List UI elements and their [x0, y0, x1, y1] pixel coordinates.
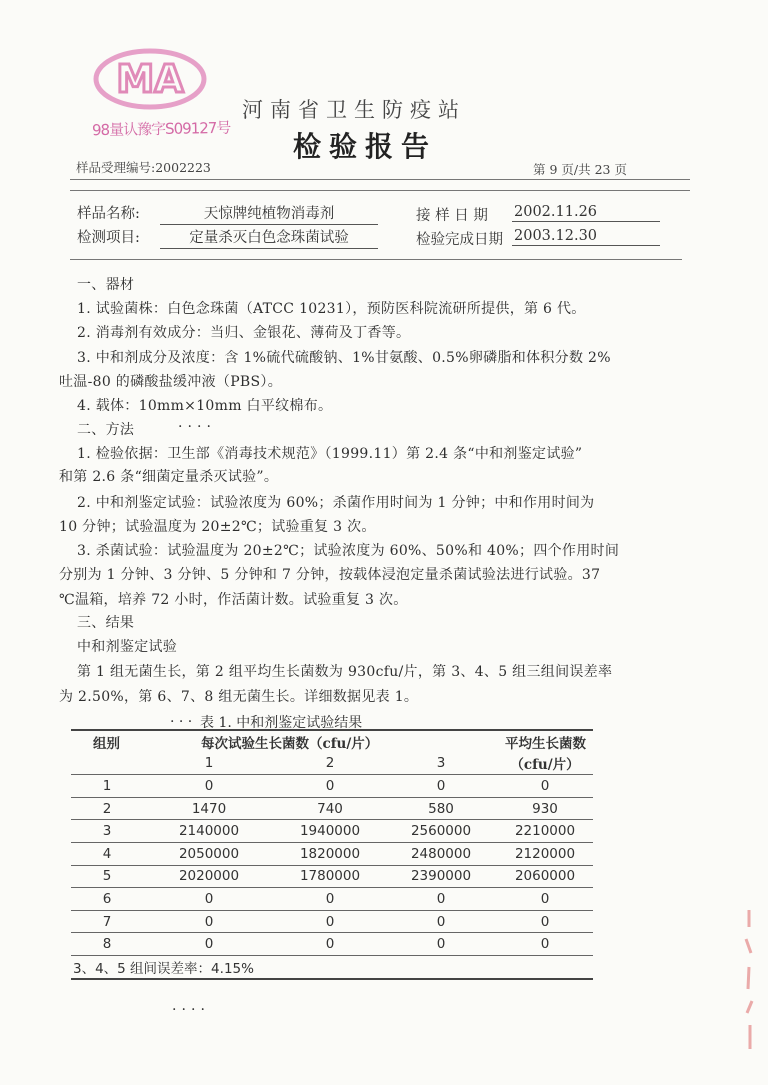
cell-count-2: 0 — [275, 933, 385, 956]
received-date-value: 2002.11.26 — [512, 204, 660, 222]
section-3-paragraph-cont: 为 2.50%，第 6、7、8 组无菌生长。详细数据见表 1。 — [59, 689, 419, 705]
header-group: 组别 — [71, 730, 143, 753]
cell-group: 7 — [71, 910, 143, 933]
table-subheader-row — [71, 753, 593, 775]
footer-dots: . . . . — [172, 998, 206, 1014]
organization-name: 河南省卫生防疫站 — [242, 98, 466, 122]
section-1-item-4: 4. 载体：10mm×10mm 白平纹棉布。 — [77, 398, 333, 414]
header-counts: 每次试验生长菌数（cfu/片） — [143, 730, 497, 753]
cell-count-3: 2560000 — [385, 820, 497, 843]
section-2-item-2-cont: 10 分钟；试验温度为 20±2℃；试验重复 3 次。 — [59, 519, 376, 535]
cell-count-3: 0 — [385, 933, 497, 956]
section-1-item-2: 2. 消毒剂有效成分：当归、金银花、薄荷及丁香等。 — [77, 325, 411, 341]
table-row — [71, 888, 593, 911]
cell-average: 0 — [497, 910, 593, 933]
cell-count-1: 0 — [143, 933, 275, 956]
cell-average: 0 — [497, 933, 593, 956]
cell-count-3: 2480000 — [385, 842, 497, 865]
info-divider — [70, 259, 682, 260]
cell-average: 2060000 — [497, 865, 593, 888]
cell-count-3: 0 — [385, 888, 497, 911]
cell-count-1: 0 — [143, 775, 275, 798]
section-2-item-1-cont: 和第 2.6 条“细菌定量杀灭试验”。 — [59, 469, 279, 485]
header-average: 平均生长菌数 — [497, 730, 593, 753]
cell-average: 0 — [497, 888, 593, 911]
table-row — [71, 865, 593, 888]
header-divider-2 — [70, 190, 690, 191]
header-divider-1 — [70, 179, 690, 180]
section-3-subtitle: 中和剂鉴定试验 — [77, 639, 178, 655]
sample-number: 样品受理编号:2002223 — [76, 160, 211, 175]
cell-count-2: 0 — [275, 775, 385, 798]
cell-group: 2 — [71, 797, 143, 820]
cma-seal-stamp — [93, 48, 207, 110]
section-2-title: 二、方法 — [77, 422, 135, 438]
subheader-3: 3 — [385, 753, 497, 775]
section-3-paragraph: 第 1 组无菌生长，第 2 组平均生长菌数为 930cfu/片，第 3、4、5 组三组间误差率 — [77, 664, 613, 680]
cell-count-1: 0 — [143, 888, 275, 911]
cell-average: 930 — [497, 797, 593, 820]
cell-count-1: 2050000 — [143, 842, 275, 865]
table-row — [71, 797, 593, 820]
cell-group: 3 — [71, 820, 143, 843]
cell-count-2: 0 — [275, 910, 385, 933]
section-1-item-3-cont: 吐温-80 的磷酸盐缓冲液（PBS）。 — [59, 374, 282, 390]
test-item-label: 检测项目: — [77, 230, 140, 246]
section-1-item-1: 1. 试验菌株：白色念珠菌（ATCC 10231），预防医科院流研所提供，第 6 代。 — [77, 301, 586, 317]
sample-name-value: 天惊牌纯植物消毒剂 — [160, 202, 378, 225]
table-row — [71, 910, 593, 933]
report-title: 检验报告 — [293, 130, 438, 163]
svg-text:MA: MA — [116, 57, 184, 101]
cell-count-2: 740 — [275, 797, 385, 820]
cell-count-1: 2020000 — [143, 865, 275, 888]
table-row — [71, 842, 593, 865]
table-header-row — [71, 730, 593, 753]
table-footer-row — [71, 955, 593, 978]
cell-average: 0 — [497, 775, 593, 798]
cell-count-2: 1820000 — [275, 842, 385, 865]
table-caption-dots: . . . — [170, 710, 193, 726]
table-row — [71, 820, 593, 843]
cell-count-1: 0 — [143, 910, 275, 933]
section-2-item-1: 1. 检验依据：卫生部《消毒技术规范》（1999.11）第 2.4 条“中和剂鉴定试验” — [77, 446, 583, 462]
cell-count-3: 0 — [385, 910, 497, 933]
table-row — [71, 775, 593, 798]
cell-count-3: 580 — [385, 797, 497, 820]
section-1-title: 一、器材 — [77, 277, 135, 293]
cell-group: 8 — [71, 933, 143, 956]
subheader-2: 2 — [275, 753, 385, 775]
cell-group: 5 — [71, 865, 143, 888]
cell-average: 2210000 — [497, 820, 593, 843]
test-item-value: 定量杀灭白色念珠菌试验 — [160, 226, 378, 249]
cell-count-1: 1470 — [143, 797, 275, 820]
header-average-unit: （cfu/片） — [497, 753, 593, 775]
results-table — [71, 729, 593, 980]
section-3-title: 三、结果 — [77, 615, 135, 631]
cell-group: 1 — [71, 775, 143, 798]
table-row — [71, 933, 593, 956]
cell-group: 4 — [71, 842, 143, 865]
section-1-item-3: 3. 中和剂成分及浓度：含 1%硫代硫酸钠、1%甘氨酸、0.5%卵磷脂和体积分数 2% — [77, 350, 611, 366]
table-caption: 表 1. 中和剂鉴定试验结果 — [200, 715, 363, 731]
cell-count-3: 2390000 — [385, 865, 497, 888]
sample-name-label: 样品名称: — [77, 206, 140, 222]
section-2-item-3-cont-2: ℃温箱，培养 72 小时，作活菌计数。试验重复 3 次。 — [59, 592, 408, 608]
subheader-1: 1 — [143, 753, 275, 775]
table-footer: 3、4、5 组间误差率：4.15% — [71, 955, 593, 978]
seal-code-text: 98量认豫字S09127号 — [91, 118, 231, 140]
red-ink-marks — [738, 905, 760, 1055]
cell-average: 2120000 — [497, 842, 593, 865]
section-2-item-2: 2. 中和剂鉴定试验：试验浓度为 60%；杀菌作用时间为 1 分钟；中和作用时间为 — [77, 495, 595, 511]
finished-date-value: 2003.12.30 — [512, 228, 660, 246]
page-number: 第 9 页/共 23 页 — [533, 162, 627, 177]
received-date-label: 接 样 日 期 — [416, 208, 488, 224]
section-2-item-3-cont: 分别为 1 分钟、3 分钟、5 分钟和 7 分钟，按载体浸泡定量杀菌试验法进行试验。37 — [59, 567, 601, 583]
section-2-dots: . . . . — [178, 415, 212, 431]
finished-date-label: 检验完成日期 — [416, 232, 503, 248]
section-2-item-3: 3. 杀菌试验：试验温度为 20±2℃；试验浓度为 60%、50%和 40%；四个作用时间 — [77, 543, 620, 559]
cell-group: 6 — [71, 888, 143, 911]
cell-count-2: 1780000 — [275, 865, 385, 888]
cell-count-2: 0 — [275, 888, 385, 911]
cell-count-3: 0 — [385, 775, 497, 798]
cell-count-2: 1940000 — [275, 820, 385, 843]
cell-count-1: 2140000 — [143, 820, 275, 843]
